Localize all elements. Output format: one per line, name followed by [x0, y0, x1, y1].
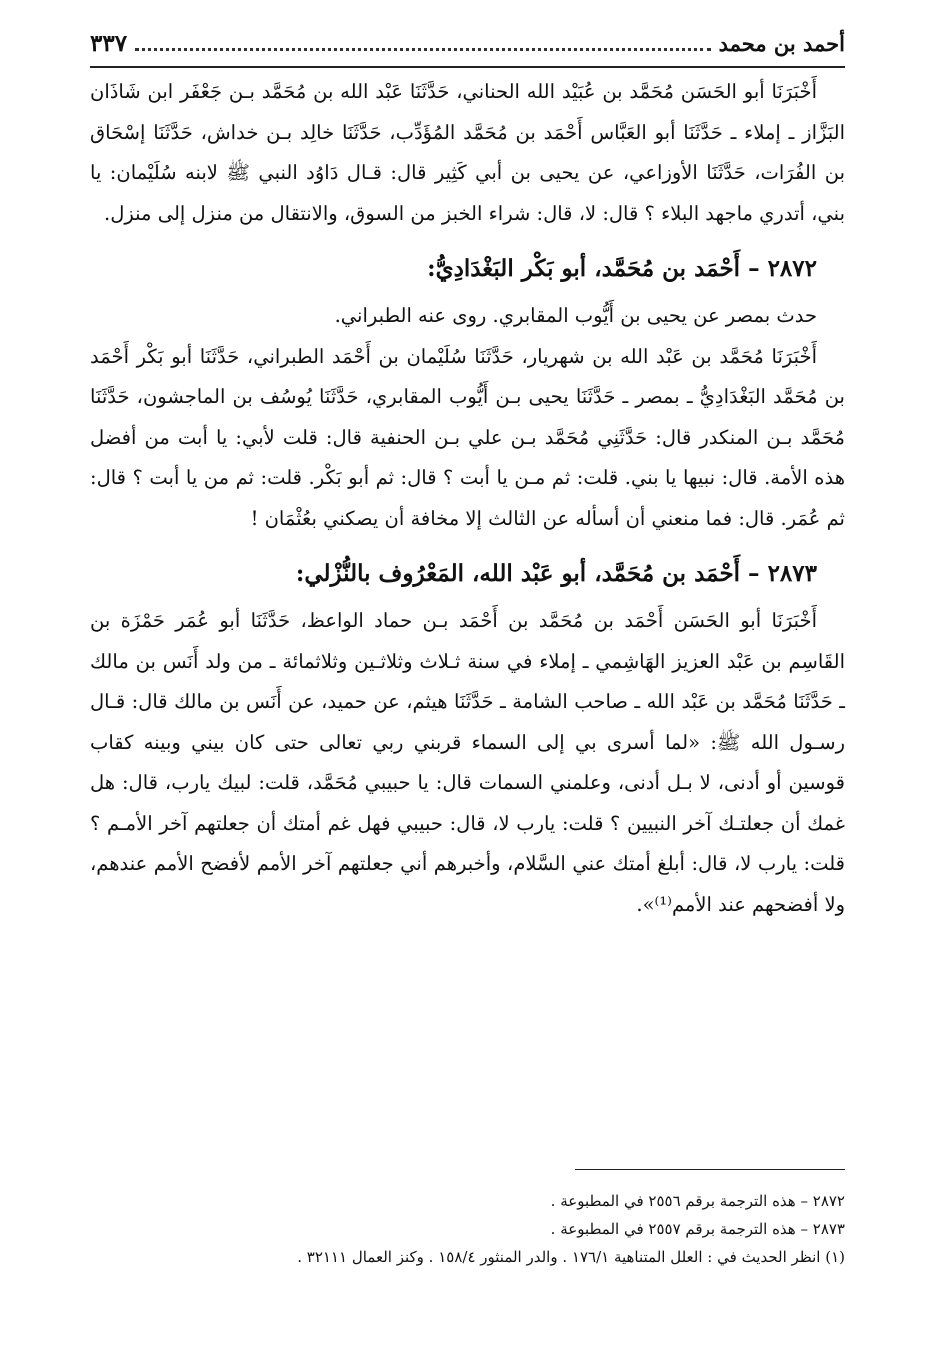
footnote-1: (١) انظر الحديث في : العلل المتناهية ١٧٦/١ . والدر المنثور ١٥٨/٤ . وكنز العمال ٣٢١١١ .: [297, 1248, 845, 1266]
footnote-2872: ٢٨٧٢ – هذه الترجمة برقم ٢٥٥٦ في المطبوعة .: [550, 1192, 845, 1210]
running-title: أحمد بن محمد: [718, 31, 845, 56]
footnote-list: [90, 1187, 845, 1271]
paragraph-chain-2873: أَخْبَرَنَا أبو الحَسَن أَحْمَد بن مُحَمَّد بن أَحْمَد بـن حماد الواعظ، حَدَّثَنَا أبو عُمَر حَمْزَة بن القَاسِم بن عَبْد العزيز الهَاشِمي ـ إملاء في سنة ثـلاث وثلاثـين وثلاثمائة ـ من ولد أَنَس بن مالك ـ حَدَّثَنَا مُحَمَّد بن عَبْد الله ـ صاحب الشامة ـ حَدَّثَنَا هيثم، عن حميد، عن أَنَس بن مالك قال: قـال رسـول الله ﷺ: «لما أسرى بي إلى السماء قربني ربي تعالى حتى كان بيني وبينه كقاب قوسين أو أدنى، لا بـل أدنى، وعلمني السمات قال: يا حبيبي مُحَمَّد، قلت: لبيك يارب، قال: هل غمك أن جعلتـك آخر النبيين ؟ قلت: يارب لا، قال: حبيبي فهل غم أمتك أن جعلتهم آخر الأمـم ؟ قلت: يارب لا، قال: أبلغ أمتك عني السَّلام، وأخبرهم أني جعلتهم آخر الأمم لأفضح الأمم عندهم، ولا أفضحهم عند الأمم⁽¹⁾».: [90, 609, 845, 916]
page-header: [90, 30, 845, 68]
entry-heading-2872: ٢٨٧٢ – أَحْمَد بن مُحَمَّد، أبو بَكْر البَغْدَادِيُّ:: [427, 255, 817, 282]
footnote-separator: [575, 1169, 845, 1170]
page-number: ٣٣٧: [90, 30, 128, 57]
paragraph-chain-2872: أَخْبَرَنَا مُحَمَّد بن عَبْد الله بن شهريار، حَدَّثَنَا سُلَيْمان بن أَحْمَد الطبراني، حَدَّثَنَا أبو بَكْر أَحْمَد بن مُحَمَّد البَغْدَادِيُّ ـ بمصر ـ حَدَّثَنَا يحيى بـن أَيُّوب المقابري، حَدَّثَنَا يُوسُف بن الماجشون، حَدَّثَنَا مُحَمَّد بـن المنكدر قال: حَدَّثَنِي مُحَمَّد بـن علي بـن الحنفية قال: قلت لأبي: يا أبت من أفضل هذه الأمة. قال: نبيها يا بني. قلت: ثم مـن يا أبت ؟ قال: ثم أبو بَكْر. قلت: ثم من يا أبت ؟ قال: ثم عُمَر. قال: فما منعني أن أسأله عن الثالث إلا مخافة أن يصكني بعُثْمَان !: [90, 344, 845, 530]
header-leader-dots: [135, 48, 711, 51]
paragraph-chain-2871: أَخْبَرَنَا أبو الحَسَن مُحَمَّد بن عُبَيْد الله الحناني، حَدَّثَنَا عَبْد الله بن مُحَمَّد بـن جَعْفَر ابن شَاذَان البَزَّاز ـ إملاء ـ حَدَّثَنَا أبو العَبَّاس أَحْمَد بن مُحَمَّد المُؤَدِّب، حَدَّثَنَا خالِد بـن خداش، حَدَّثَنَا إسْحَاق بن الفُرَات، حَدَّثَنَا الأوزاعي، عن يحيى بن أبي كَثِير قال: قـال دَاوُد النبي ﷺ لابنه سُلَيْمان: يا بني، أتدري ماجهد البلاء ؟ قال: لا، قال: شراء الخبز من السوق، والانتقال من منزل إلى منزل.: [90, 80, 845, 225]
paragraph-bio-2872: حدث بمصر عن يحيى بن أَيُّوب المقابري. روى عنه الطبراني.: [334, 304, 817, 327]
entry-heading-2873: ٢٨٧٣ – أَحْمَد بن مُحَمَّد، أبو عَبْد الله، المَعْرُوف بالنُّزْلي:: [295, 560, 817, 587]
book-page: [90, 30, 845, 925]
footnote-2873: ٢٨٧٣ – هذه الترجمة برقم ٢٥٥٧ في المطبوعة .: [550, 1220, 845, 1238]
